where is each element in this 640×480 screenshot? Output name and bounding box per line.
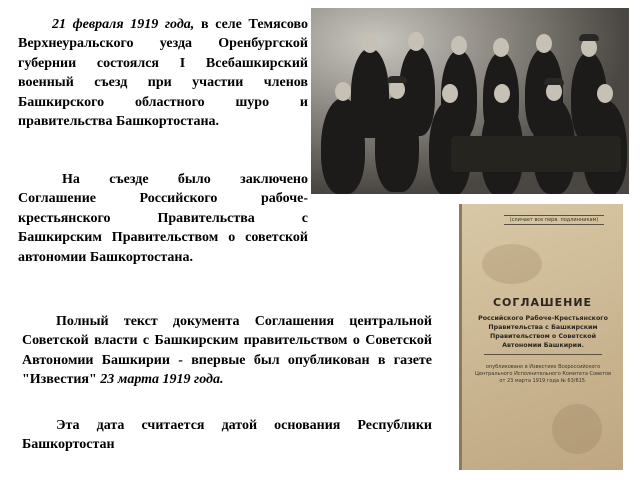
document-subtitle: Российского Рабоче-Крестьянского Правительства с Башкирским Правительством о Советской Автономии Башкирии. [478, 315, 608, 349]
document-publication-note: опубликовано в Известиях Всероссийского Центрального Исполнительного Комитета Советов от 23 марта 1919 года № 63/615. [474, 364, 612, 384]
date-congress: 21 февраля 1919 года, [52, 17, 195, 32]
agreement-document-scan [459, 204, 623, 470]
paragraph-congress-text: в селе Темясово Верхнеуральского уезда Оренбургской губернии состоялся I Всебашкирский военный съезд при участии членов Башкирского областного шуро и правительства Башкортостана. [18, 17, 308, 130]
paragraph-founding-date-text: Эта дата считается датой основания Республики Башкортостан [22, 418, 432, 453]
paragraph-agreement [18, 170, 308, 267]
document-title: СОГЛАШЕНИЕ [492, 296, 593, 309]
paragraph-founding-date [22, 416, 432, 455]
paragraph-congress [18, 15, 308, 131]
document-top-line: (сличает все перв. подлинникам) [504, 215, 604, 225]
date-publication: 23 марта 1919 года. [100, 372, 224, 388]
paragraph-agreement-text: На съезде было заключено Соглашение Российского рабоче-крестьянского Правительства с Башкирским Правительством о советской автономии Башкортостана. [18, 172, 308, 265]
paragraph-publication [22, 312, 432, 390]
paragraph-publication-text: Полный текст документа Соглашения центральной Советской власти с Башкирским правительством о Советской Автономии Башкирии - впервые был опубликован в газете "Известия" [22, 314, 432, 388]
document-divider [484, 354, 602, 355]
historical-group-photo [311, 8, 629, 194]
